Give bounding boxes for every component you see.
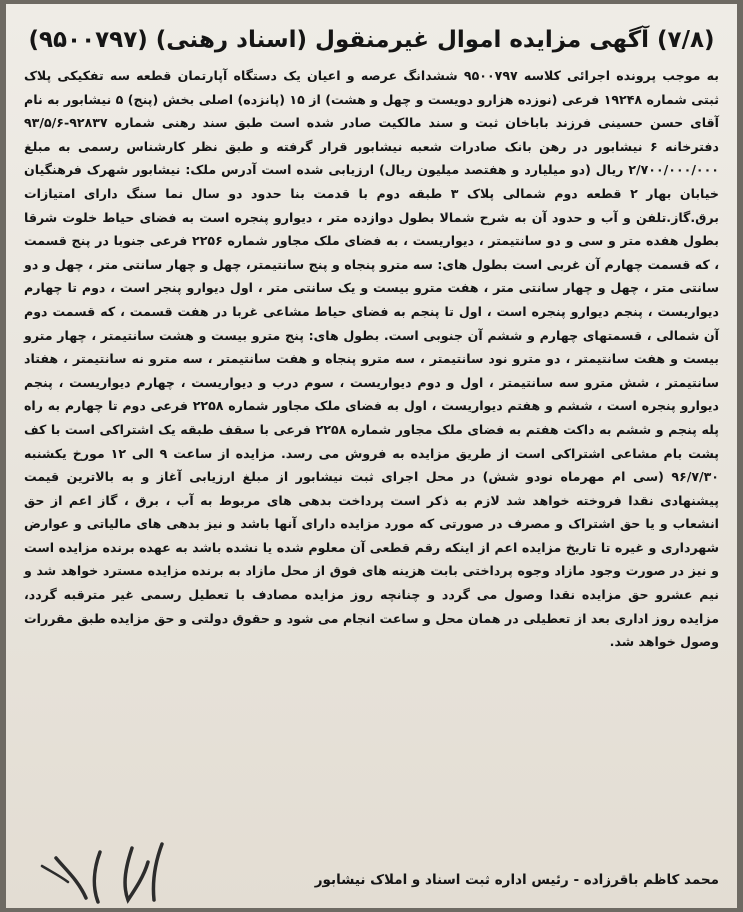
signature-line: محمد کاظم باقرزاده - رئیس اداره ثبت اسناد و املاک نیشابور [314, 872, 719, 888]
notice-body: به موجب پرونده اجرائی کلاسه ۹۵۰۰۷۹۷ ششدانگ عرصه و اعیان یک دستگاه آپارتمان قطعه سه تفکیکی پلاک ثبتی شماره ۱۹۲۴۸ فرعی (نوزده هزارو دویست و چهل و هشت) از ۱۵ (پانزده) اصلی بخش (پنج) ۵ نیشابور به نام آقای حسن حسینی فرزند باباخان ثبت و سند مالکیت صادر شده است طبق سند رهنی شماره ۹۲۸۳۷-۹۳/۵/۶ دفترخانه ۶ نیشابور در رهن بانک صادرات شعبه نیشابور قرار گرفته و طبق نظر کارشناس رسمی به مبلغ ۲/۷۰۰/۰۰۰/۰۰۰ ریال (دو میلیارد و هفتصد میلیون ریال) ارزیابی شده است آدرس ملک: نیشابور شهرک فرهنگیان خیابان بهار ۲ قطعه دوم شمالی پلاک ۳ طبقه دوم با قدمت بنا حدود دو سال نما سنگ دارای امتیازات برق.گاز.تلفن و آب و حدود آن به شرح شمالا بطول دوازده متر ، دیوارو پنجره است به فضای حیاط خلوت شرقا بطول هفده متر و سی و دو سانتیمتر ، دیواریست ، به فضای ملک مجاور شماره ۲۲۵۶ فرعی جنوبا در پنج قسمت ، که قسمت چهارم آن غربی است بطول های: سه مترو پنجاه و پنج سانتیمتر، چهل و چهار سانتی متر ، چهل و دو سانتی متر ، چهل و چهار سانتی متر ، هفت مترو بیست و یک سانتی متر ، اول دیوارو پنجر است ، دوم تا چهارم دیواریست ، پنجم دیوارو پنجره است ، اول تا پنجم به فضای حیاط مشاعی غربا در هفت قسمت ، که قسمت دوم آن شمالی ، قسمتهای چهارم و ششم آن جنوبی است. بطول های: پنج مترو بیست و هشت سانتیمتر ، چهار مترو بیست و هفت سانتیمتر ، دو مترو نود سانتیمتر ، سه مترو پنجاه و هفت سانتیمتر ، سه مترو نه سانتیمتر ، هفتاد سانتیمتر ، شش مترو سه سانتیمتر ، اول و دوم دیواریست ، سوم درب و دیواریست ، چهارم دیواریست ، پنجم دیوارو پنجره است ، ششم و هفتم دیواریست ، اول به فضای ملک مجاور شماره ۲۲۵۸ فرعی دوم تا چهارم به راه پله پنجم و ششم به داکت هفتم به فضای ملک مجاور شماره ۲۲۵۸ فرعی با سقف طبقه یک اشتراکی است با کف پشت بام مشاعی اشتراکی است از طریق مزایده به فروش می رسد. مزایده از ساعت ۹ الی ۱۲ مورخ یکشنبه ۹۶/۷/۳۰ (سی ام مهرماه نودو شش) در محل اجرای ثبت نیشابور از مبلغ ارزیابی آغاز و به بالاترین قیمت پیشنهادی نقدا فروخته خواهد شد لازم به ذکر است پرداخت بدهی های مربوط به آب ، برق ، گاز اعم از حق انشعاب و یا حق اشتراک و مصرف در صورتی که مورد مزایده دارای آنها باشد و نیز بدهی های مالیاتی و عوارض شهرداری و غیره تا تاریخ مزایده اعم از اینکه رقم قطعی آن معلوم شده یا نشده باشد به عهده برنده مزایده است و نیز در صورت وجود مازاد وجوه پرداختی بابت هزینه های فوق از محل مازاد به برنده مزایده مسترد خواهد شد و نیم عشرو حق مزایده نقدا وصول می گردد و چنانچه روز مزایده مصادف با تعطیل رسمی غیر مترقبه گردد، مزایده روز اداری بعد از تعطیلی در همان محل و ساعت انجام می شود و حقوق دولتی و حق مزایده طبق مقررات وصول خواهد شد. [24, 68, 719, 650]
newspaper-clipping [6, 4, 737, 908]
handwritten-mark-icon [36, 836, 176, 908]
notice-title: (۷/۸) آگهی مزایده اموال غیرمنقول (اسناد رهنی) (۹۵۰۰۷۹۷) [28, 27, 715, 53]
